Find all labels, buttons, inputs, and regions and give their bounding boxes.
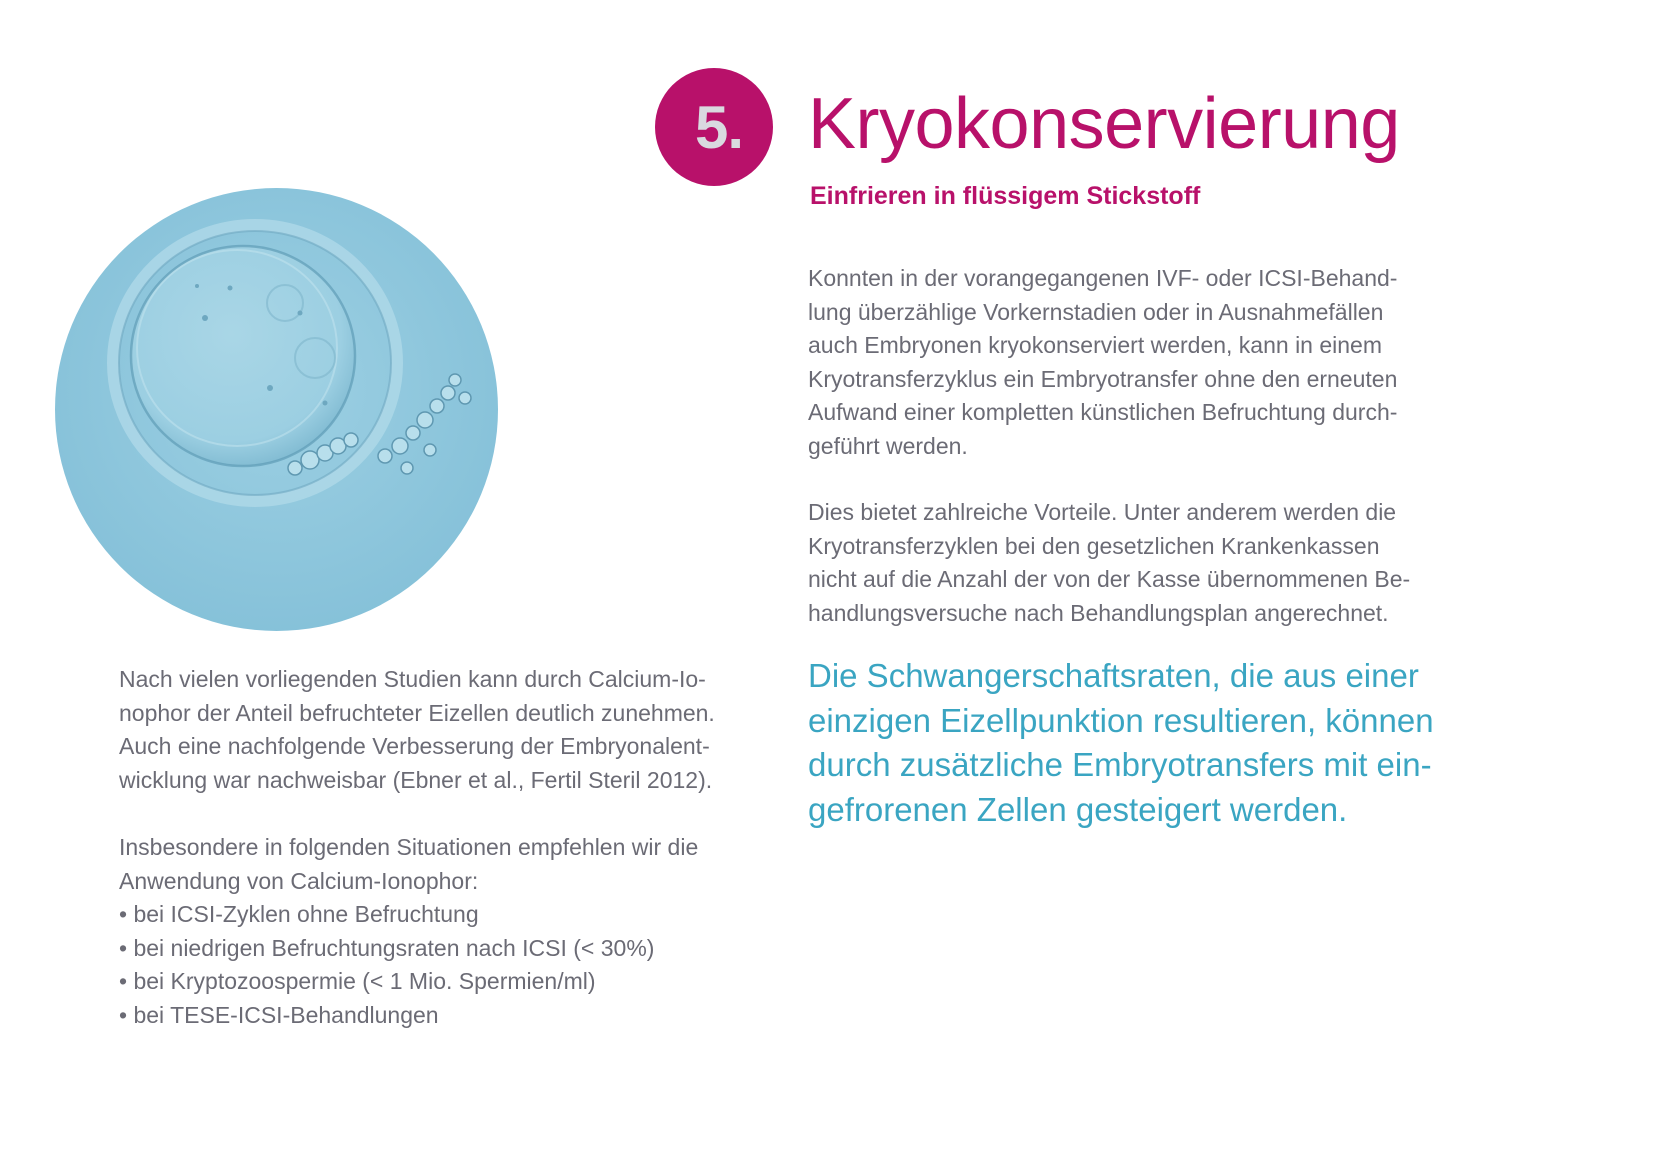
list-item: • bei niedrigen Befruchtungsraten nach ICSI (< 30%)	[119, 934, 655, 961]
list-item: • bei Kryptozoospermie (< 1 Mio. Spermien/ml)	[119, 968, 596, 994]
indication-list	[119, 898, 654, 1032]
page-subtitle: Einfrieren in flüssigem Stickstoff	[810, 182, 1201, 210]
section-number-badge	[655, 68, 773, 186]
list-item: • bei ICSI-Zyklen ohne Befruchtung	[119, 901, 479, 927]
egg-cell-image	[55, 188, 498, 631]
right-paragraph-1: Konnten in der vorangegangenen IVF- oder ICSI-Behand- lung überzählige Vorkernstadien oder in Ausnahmefällen auch Embryonen kryokonserviert werden, kann in einem Kryotransferzyklus ein Embryotransfer ohne den erneuten Aufwand einer kompletten künstlichen Befruchtung durch- geführt werden.	[808, 265, 1398, 459]
section-number: 5.	[694, 93, 744, 161]
highlight-statement: Die Schwangerschaftsraten, die aus einer einzigen Eizellpunktion resultieren, können durch zusätzliche Embryotransfers mit ein- gefrorenen Zellen gesteigert werden.	[808, 657, 1434, 828]
left-paragraph-2: Insbesondere in folgenden Situationen empfehlen wir die Anwendung von Calcium-Ionophor:	[119, 834, 699, 894]
right-paragraph-2: Dies bietet zahlreiche Vorteile. Unter anderem werden die Kryotransferzyklen bei den gesetzlichen Krankenkassen nicht auf die Anzahl der von der Kasse übernommenen Be- handlungsversuche nach Behandlungsplan angerechnet.	[808, 499, 1411, 626]
list-item: • bei TESE-ICSI-Behandlungen	[119, 1001, 439, 1028]
left-paragraph-1: Nach vielen vorliegenden Studien kann durch Calcium-Io- nophor der Anteil befruchteter Eizellen deutlich zunehmen. Auch eine nachfolgende Verbesserung der Embryonalent- wicklung war nachweisbar (Ebner et al., Fertil Steril 2012).	[119, 666, 715, 793]
page-title: Kryokonservierung	[808, 84, 1400, 164]
